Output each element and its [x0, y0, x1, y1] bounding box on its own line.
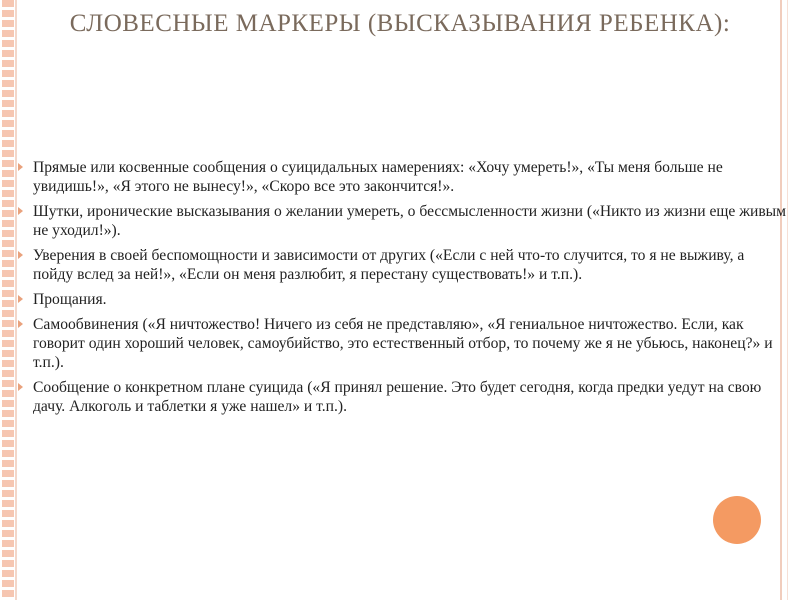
list-item-text: Сообщение о конкретном плане суицида («Я принял решение. Это будет сегодня, когда предки уедут на свою дачу. Алкоголь и таблетки я уже нашел» и т.п.). [33, 379, 762, 415]
list-item-text: Шутки, иронические высказывания о желании умереть, о бессмысленности жизни («Никто из жизни еще живым не уходил!»). [33, 203, 787, 239]
decorative-circle [713, 496, 761, 544]
bullet-list [18, 158, 788, 422]
bullet-arrow-icon [18, 383, 23, 391]
list-item [18, 202, 788, 240]
list-item-text: Самообвинения («Я ничтожество! Ничего из себя не представляю», «Я гениальное ничтожество. Если, как говорит один хороший человек, самоубийство, это естественный отбор, то почему же я не убьюсь, наконец?» и т.п.). [33, 316, 773, 371]
list-item-text: Прямые или косвенные сообщения о суицидальных намерениях: «Хочу умереть!», «Ты меня больше не увидишь!», «Я этого не вынесу!», «Скоро все это закончится!». [33, 159, 723, 195]
bullet-arrow-icon [18, 207, 23, 215]
list-item-text: Прощания. [33, 291, 107, 308]
list-item [18, 378, 788, 416]
bullet-arrow-icon [18, 251, 23, 259]
list-item [18, 290, 788, 309]
bullet-arrow-icon [18, 163, 23, 171]
list-item-text: Уверения в своей беспомощности и зависимости от других («Если с ней что-то случится, то я не выживу, а пойду вслед за ней!», «Если он меня разлюбит, я перестану существовать!» и т.п.). [33, 247, 745, 283]
list-item [18, 315, 788, 372]
list-item [18, 158, 788, 196]
bullet-arrow-icon [18, 295, 23, 303]
left-border-line [15, 0, 17, 600]
slide-title: СЛОВЕСНЫЕ МАРКЕРЫ (ВЫСКАЗЫВАНИЯ РЕБЕНКА): [69, 10, 731, 37]
left-decorative-border [2, 0, 14, 600]
list-item [18, 246, 788, 284]
bullet-arrow-icon [18, 320, 23, 328]
